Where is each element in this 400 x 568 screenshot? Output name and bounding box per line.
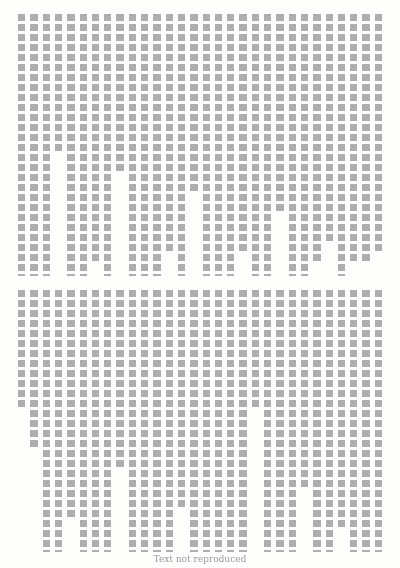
text-line-placeholder — [203, 290, 210, 552]
text-line-placeholder — [116, 290, 123, 470]
text-line-placeholder — [190, 290, 197, 552]
text-line-placeholder — [153, 290, 160, 552]
text-line-placeholder — [67, 290, 74, 520]
text-line-placeholder — [18, 290, 25, 410]
text-line-placeholder — [276, 290, 283, 552]
text-line-placeholder — [313, 290, 320, 552]
text-line-placeholder — [252, 14, 259, 276]
text-line-placeholder — [276, 14, 283, 214]
text-line-placeholder — [55, 14, 62, 154]
text-line-placeholder — [338, 290, 345, 530]
text-line-placeholder — [350, 14, 357, 264]
text-line-placeholder — [92, 14, 99, 264]
text-line-placeholder — [55, 290, 62, 552]
text-line-placeholder — [80, 290, 87, 552]
text-line-placeholder — [141, 14, 148, 276]
text-line-placeholder — [104, 14, 111, 276]
text-line-placeholder — [30, 290, 37, 450]
text-line-placeholder — [326, 290, 333, 552]
text-line-placeholder — [239, 290, 246, 552]
text-line-placeholder — [289, 290, 296, 552]
text-line-placeholder — [92, 290, 99, 552]
text-line-placeholder — [30, 14, 37, 276]
text-line-placeholder — [375, 14, 382, 254]
text-line-placeholder — [80, 14, 87, 276]
text-line-placeholder — [239, 14, 246, 254]
text-line-placeholder — [178, 14, 185, 276]
text-line-placeholder — [166, 290, 173, 552]
text-line-placeholder — [350, 290, 357, 552]
text-line-placeholder — [129, 14, 136, 276]
text-line-placeholder — [362, 290, 369, 552]
text-line-placeholder — [326, 14, 333, 244]
text-line-placeholder — [301, 290, 308, 490]
text-line-placeholder — [178, 290, 185, 510]
text-line-placeholder — [141, 290, 148, 552]
text-line-placeholder — [18, 14, 25, 276]
text-line-placeholder — [301, 14, 308, 276]
text-line-placeholder — [215, 14, 222, 276]
text-line-placeholder — [313, 14, 320, 264]
lower-text-column — [18, 290, 382, 552]
text-line-placeholder — [264, 290, 271, 552]
text-line-placeholder — [362, 14, 369, 264]
text-line-placeholder — [215, 290, 222, 552]
text-line-placeholder — [375, 290, 382, 552]
text-line-placeholder — [289, 14, 296, 276]
text-line-placeholder — [43, 290, 50, 552]
upper-text-column — [18, 14, 382, 276]
text-line-placeholder — [104, 290, 111, 552]
text-line-placeholder — [264, 14, 271, 276]
text-line-placeholder — [43, 14, 50, 276]
text-line-placeholder — [129, 290, 136, 552]
text-line-placeholder — [227, 14, 234, 276]
text-line-placeholder — [116, 14, 123, 174]
text-line-placeholder — [67, 14, 74, 276]
text-line-placeholder — [153, 14, 160, 276]
text-line-placeholder — [203, 14, 210, 276]
text-line-placeholder — [252, 290, 259, 410]
text-line-placeholder — [166, 14, 173, 254]
text-line-placeholder — [190, 14, 197, 194]
placeholder-notice: Text not reproduced — [153, 555, 247, 565]
text-line-placeholder — [338, 14, 345, 276]
text-line-placeholder — [227, 290, 234, 552]
